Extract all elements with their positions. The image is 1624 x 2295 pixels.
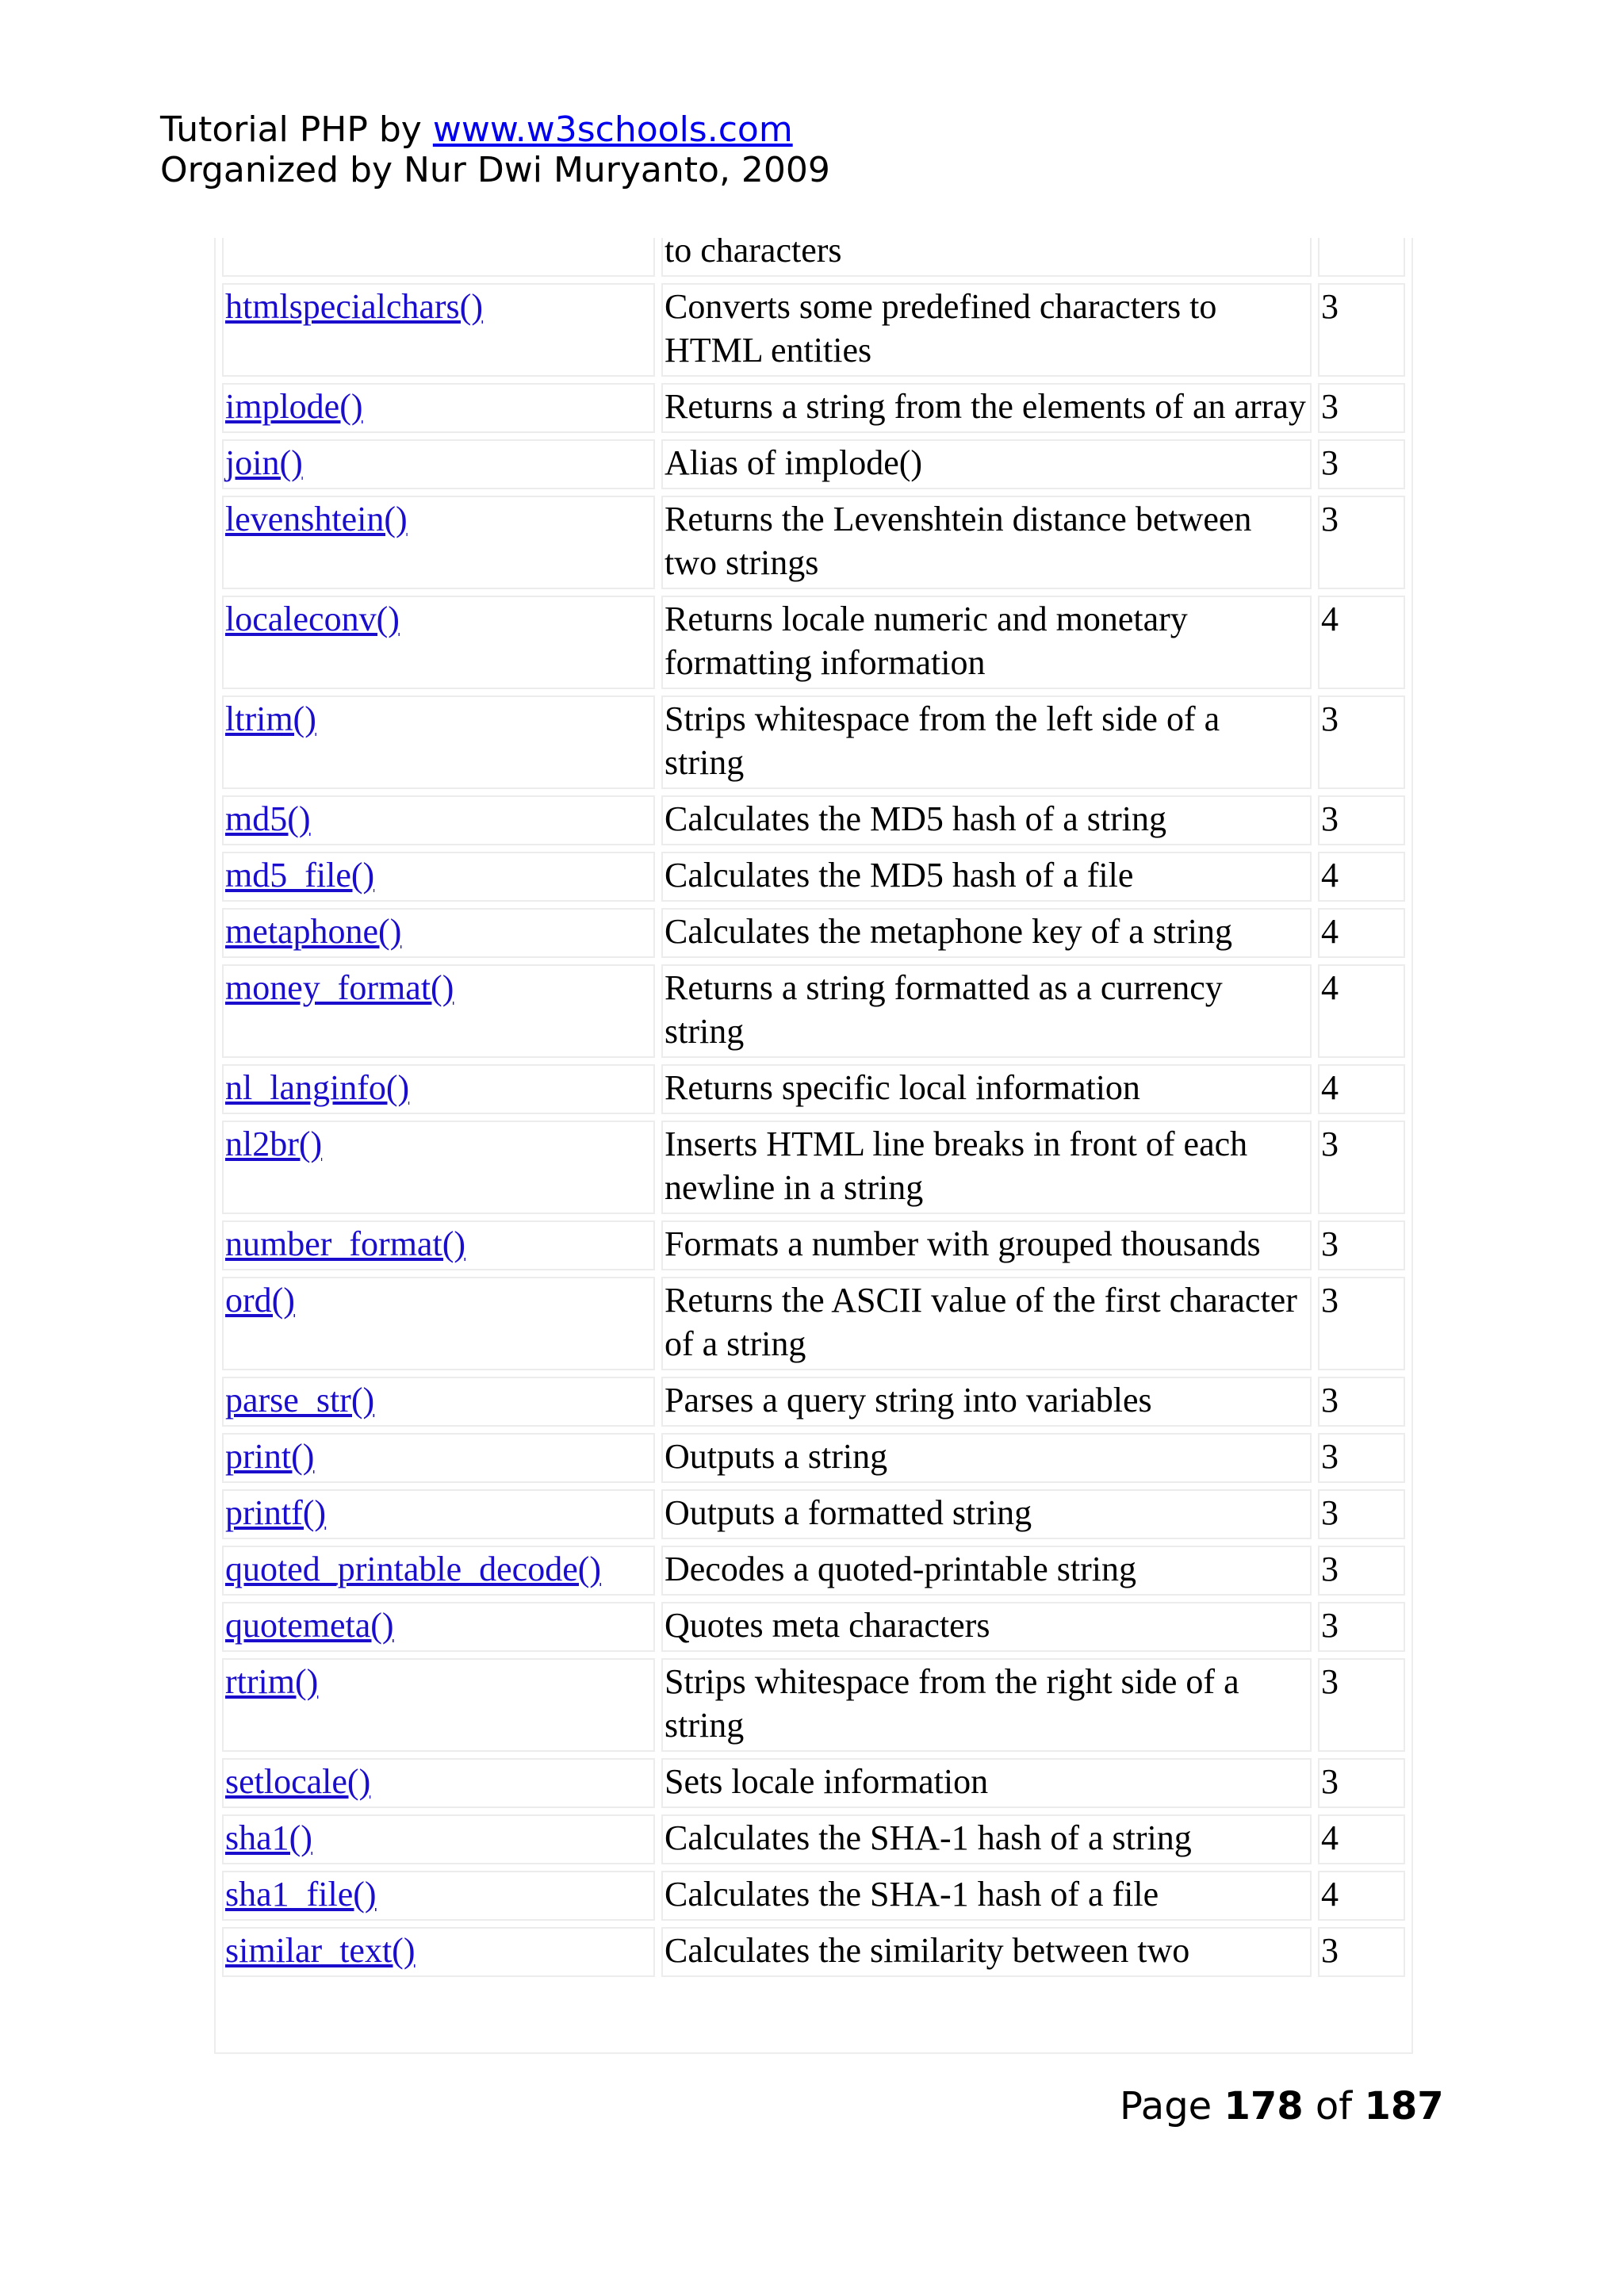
function-name-cell: [222, 964, 655, 1058]
function-name-cell: [222, 1927, 655, 1977]
php-version-cell: 3: [1318, 283, 1405, 377]
table-row: [222, 1871, 1405, 1921]
function-description-cell: Outputs a formatted string: [661, 1489, 1312, 1539]
php-version-cell: 3: [1318, 1433, 1405, 1483]
php-version-cell: 3: [1318, 439, 1405, 489]
function-name-cell: [222, 695, 655, 789]
table-row: [222, 852, 1405, 902]
table-row: [222, 439, 1405, 489]
function-link[interactable]: setlocale(): [225, 1762, 371, 1801]
php-version-cell: 3: [1318, 1658, 1405, 1752]
function-name-cell: [222, 1377, 655, 1427]
table-row: [222, 283, 1405, 377]
table-row: [222, 1220, 1405, 1270]
php-version-cell: 4: [1318, 596, 1405, 689]
function-description-cell: Returns the Levenshtein distance between two strings: [661, 496, 1312, 589]
function-link[interactable]: similar_text(): [225, 1931, 416, 1970]
php-version-cell: 3: [1318, 1121, 1405, 1214]
function-name-cell: [222, 1814, 655, 1864]
table-row: [222, 596, 1405, 689]
function-link[interactable]: localeconv(): [225, 600, 400, 638]
table-row: [222, 496, 1405, 589]
function-link[interactable]: join(): [225, 443, 303, 482]
php-version-cell: 3: [1318, 1602, 1405, 1652]
function-table-body: [222, 238, 1405, 1977]
table-row: [222, 1064, 1405, 1114]
function-description-cell: Parses a query string into variables: [661, 1377, 1312, 1427]
function-name-cell: [222, 496, 655, 589]
function-description-cell: Returns locale numeric and monetary formatting information: [661, 596, 1312, 689]
table-row: [222, 1489, 1405, 1539]
function-link[interactable]: sha1(): [225, 1818, 312, 1857]
function-link[interactable]: print(): [225, 1437, 315, 1476]
function-link[interactable]: quotemeta(): [225, 1606, 394, 1645]
total-pages: 187: [1364, 2084, 1444, 2128]
php-version-cell: 3: [1318, 1489, 1405, 1539]
php-version-cell: 3: [1318, 1277, 1405, 1370]
function-description-cell: Quotes meta characters: [661, 1602, 1312, 1652]
php-version-cell: 3: [1318, 795, 1405, 845]
function-link[interactable]: metaphone(): [225, 912, 402, 951]
function-link[interactable]: money_format(): [225, 968, 454, 1007]
function-link[interactable]: implode(): [225, 387, 363, 426]
function-description-cell: Returns the ASCII value of the first character of a string: [661, 1277, 1312, 1370]
php-version-cell: 3: [1318, 1758, 1405, 1808]
page-number: [1120, 2084, 1444, 2128]
function-link[interactable]: number_format(): [225, 1224, 465, 1263]
function-description-cell: Returns specific local information: [661, 1064, 1312, 1114]
document-header: [160, 109, 830, 190]
function-description-cell: Alias of implode(): [661, 439, 1312, 489]
function-name-cell: [222, 1121, 655, 1214]
table-row: [222, 1758, 1405, 1808]
php-version-cell: 4: [1318, 852, 1405, 902]
function-name-cell: [222, 439, 655, 489]
table-row: [222, 1546, 1405, 1596]
php-version-cell: 3: [1318, 1927, 1405, 1977]
php-version-cell: 3: [1318, 1220, 1405, 1270]
function-description-cell: Strips whitespace from the right side of a string: [661, 1658, 1312, 1752]
function-description-cell: Returns a string from the elements of an array: [661, 383, 1312, 433]
function-description-cell: to characters: [661, 238, 1312, 277]
function-link[interactable]: ltrim(): [225, 699, 316, 738]
function-description-cell: Outputs a string: [661, 1433, 1312, 1483]
php-version-cell: 4: [1318, 908, 1405, 958]
php-version-cell: 3: [1318, 383, 1405, 433]
table-row: [222, 964, 1405, 1058]
function-description-cell: Calculates the MD5 hash of a string: [661, 795, 1312, 845]
function-link[interactable]: md5(): [225, 799, 311, 838]
current-page: 178: [1224, 2084, 1304, 2128]
header-line-2: Organized by Nur Dwi Muryanto, 2009: [160, 150, 830, 190]
function-description-cell: Calculates the SHA-1 hash of a string: [661, 1814, 1312, 1864]
function-name-cell: [222, 1546, 655, 1596]
table-row: [222, 238, 1405, 277]
of-word: of: [1303, 2084, 1365, 2128]
php-version-cell: 3: [1318, 1377, 1405, 1427]
page-word: Page: [1120, 2084, 1224, 2128]
table-row: [222, 1927, 1405, 1977]
table-row: [222, 1277, 1405, 1370]
function-description-cell: Formats a number with grouped thousands: [661, 1220, 1312, 1270]
php-version-cell: 4: [1318, 1064, 1405, 1114]
function-name-cell: [222, 852, 655, 902]
php-version-cell: 3: [1318, 496, 1405, 589]
function-link[interactable]: sha1_file(): [225, 1875, 377, 1914]
function-name-cell: [222, 1758, 655, 1808]
function-link[interactable]: md5_file(): [225, 856, 375, 895]
function-name-cell: [222, 1220, 655, 1270]
function-link[interactable]: rtrim(): [225, 1662, 319, 1701]
function-name-cell: [222, 238, 655, 277]
function-name-cell: [222, 383, 655, 433]
php-version-cell: 4: [1318, 1871, 1405, 1921]
function-name-cell: [222, 1602, 655, 1652]
table-row: [222, 908, 1405, 958]
table-row: [222, 1433, 1405, 1483]
php-version-cell: 4: [1318, 1814, 1405, 1864]
header-line-1: [160, 109, 830, 150]
function-description-cell: Sets locale information: [661, 1758, 1312, 1808]
header-title-prefix: Tutorial PHP by: [160, 109, 433, 150]
function-name-cell: [222, 1658, 655, 1752]
table-row: [222, 1602, 1405, 1652]
table-row: [222, 695, 1405, 789]
function-link[interactable]: printf(): [225, 1493, 327, 1532]
function-link[interactable]: parse_str(): [225, 1381, 375, 1420]
function-name-cell: [222, 1489, 655, 1539]
function-link[interactable]: levenshtein(): [225, 500, 408, 538]
function-description-cell: Calculates the metaphone key of a string: [661, 908, 1312, 958]
function-name-cell: [222, 1871, 655, 1921]
function-name-cell: [222, 1433, 655, 1483]
function-description-cell: Inserts HTML line breaks in front of each newline in a string: [661, 1121, 1312, 1214]
table-row: [222, 795, 1405, 845]
function-link[interactable]: ord(): [225, 1281, 295, 1320]
function-name-cell: [222, 1064, 655, 1114]
php-version-cell: [1318, 238, 1405, 277]
table-row: [222, 1377, 1405, 1427]
function-link[interactable]: htmlspecialchars(): [225, 287, 483, 326]
table-row: [222, 1814, 1405, 1864]
function-description-cell: Calculates the SHA-1 hash of a file: [661, 1871, 1312, 1921]
php-version-cell: 4: [1318, 964, 1405, 1058]
w3schools-link[interactable]: www.w3schools.com: [432, 109, 793, 150]
function-description-cell: Calculates the similarity between two: [661, 1927, 1312, 1977]
function-table: [216, 238, 1411, 1983]
function-description-cell: Decodes a quoted-printable string: [661, 1546, 1312, 1596]
php-version-cell: 3: [1318, 695, 1405, 789]
table-row: [222, 383, 1405, 433]
function-link[interactable]: nl_langinfo(): [225, 1068, 410, 1107]
function-name-cell: [222, 596, 655, 689]
function-name-cell: [222, 795, 655, 845]
table-row: [222, 1658, 1405, 1752]
function-name-cell: [222, 908, 655, 958]
function-name-cell: [222, 283, 655, 377]
function-table-container: [214, 238, 1413, 2054]
function-link[interactable]: quoted_printable_decode(): [225, 1550, 602, 1588]
function-name-cell: [222, 1277, 655, 1370]
function-description-cell: Converts some predefined characters to HTML entities: [661, 283, 1312, 377]
function-description-cell: Returns a string formatted as a currency string: [661, 964, 1312, 1058]
function-link[interactable]: nl2br(): [225, 1125, 323, 1163]
table-row: [222, 1121, 1405, 1214]
function-description-cell: Calculates the MD5 hash of a file: [661, 852, 1312, 902]
php-version-cell: 3: [1318, 1546, 1405, 1596]
function-description-cell: Strips whitespace from the left side of a string: [661, 695, 1312, 789]
